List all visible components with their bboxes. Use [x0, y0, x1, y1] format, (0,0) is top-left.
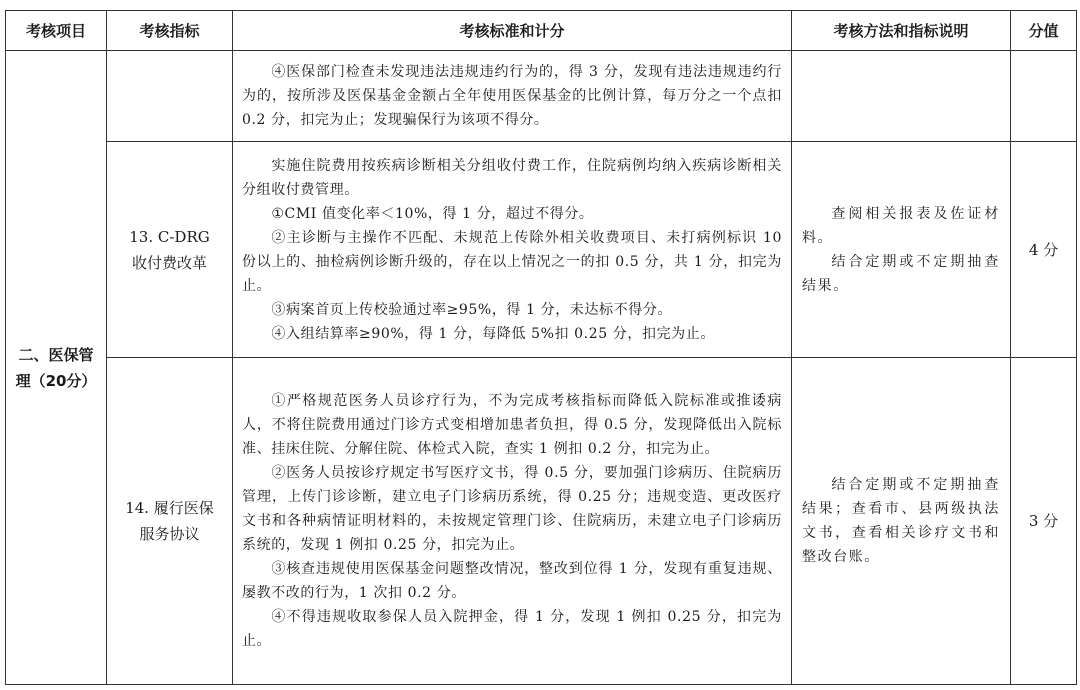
criteria-item: ④不得违规收取参保人员入院押金，得 1 分，发现 1 例扣 0.25 分，扣完为止。 — [242, 609, 782, 649]
criteria-item: ②主诊断与主操作不匹配、未规范上传除外相关收费项目、未打病例标识 10 份以上的、抽检病例诊断升级的，存在以上情况之一的扣 0.5 分，共 1 分，扣完为止。 — [242, 229, 782, 294]
criteria-item: ①CMI 值变化率＜10%，得 1 分，超过不得分。 — [271, 205, 594, 222]
method-item: 查阅相关报表及佐证材料。 — [802, 205, 1000, 246]
criteria-cell — [233, 142, 792, 358]
criteria-item: ③病案首页上传校验通过率≥95%，得 1 分，未达标不得分。 — [271, 301, 673, 318]
indicator-cell-empty — [107, 51, 233, 142]
criteria-item: ④入组结算率≥90%，得 1 分，每降低 5%扣 0.25 分，扣完为止。 — [271, 325, 715, 342]
method-cell — [792, 358, 1011, 685]
method-cell — [792, 142, 1011, 358]
header-score: 分值 — [1011, 11, 1077, 51]
criteria-cell — [233, 358, 792, 685]
header-category: 考核项目 — [6, 11, 107, 51]
criteria-item: ①严格规范医务人员诊疗行为，不为完成考核指标而降低入院标准或推诿病人，不将住院费用通过门诊方式变相增加患者负担，得 0.5 分，发现降低出入院标准、挂床住院、分解住院、体检式入院，查实 1 例扣 0.2 分，扣完为止。 — [242, 393, 782, 457]
indicator-cell: 13. C-DRG 收付费改革 — [107, 142, 233, 358]
header-indicator: 考核指标 — [107, 11, 233, 51]
header-method: 考核方法和指标说明 — [792, 11, 1011, 51]
table-row — [6, 358, 1077, 685]
header-row — [6, 11, 1077, 51]
criteria-item: 实施住院费用按疾病诊断相关分组收付费工作，住院病例均纳入疾病诊断相关分组收付费管理。 — [242, 157, 782, 198]
table-row — [6, 51, 1077, 142]
method-cell-empty — [792, 51, 1011, 142]
method-item: 结合定期或不定期抽查结果；查看市、县两级执法文书，查看相关诊疗文书和整改台账。 — [802, 477, 1000, 565]
header-criteria: 考核标准和计分 — [233, 11, 792, 51]
criteria-item: ②医务人员按诊疗规定书写医疗文书，得 0.5 分，要加强门诊病历、住院病历管理，上传门诊诊断，建立电子门诊病历系统，得 0.25 分；违规变造、更改医疗文书和各种病情证明材料的，未按规定管理门诊、住院病历，未建立电子门诊病历系统的，发现 1 例扣 0.25 分，扣完为止。 — [242, 465, 782, 553]
table-row — [6, 142, 1077, 358]
criteria-item: ③核查违规使用医保基金问题整改情况，整改到位得 1 分，发现有重复违规、屡教不改的行为，1 次扣 0.2 分。 — [242, 561, 782, 601]
assessment-table — [5, 10, 1077, 685]
score-cell: 4 分 — [1011, 142, 1077, 358]
criteria-item: ④医保部门检查未发现违法违规违约行为的，得 3 分，发现有违法违规违约行为的，按所涉及医保基金金额占全年使用医保基金的比例计算，每万分之一个点扣 0.2 分，扣完为止；发现骗保行为该项不得分。 — [242, 64, 782, 128]
score-cell-empty — [1011, 51, 1077, 142]
category-cell: 二、医保管理（20分） — [6, 51, 107, 685]
method-item: 结合定期或不定期抽查结果。 — [802, 253, 1000, 294]
criteria-cell — [233, 51, 792, 142]
indicator-cell: 14. 履行医保服务协议 — [107, 358, 233, 685]
score-cell: 3 分 — [1011, 358, 1077, 685]
